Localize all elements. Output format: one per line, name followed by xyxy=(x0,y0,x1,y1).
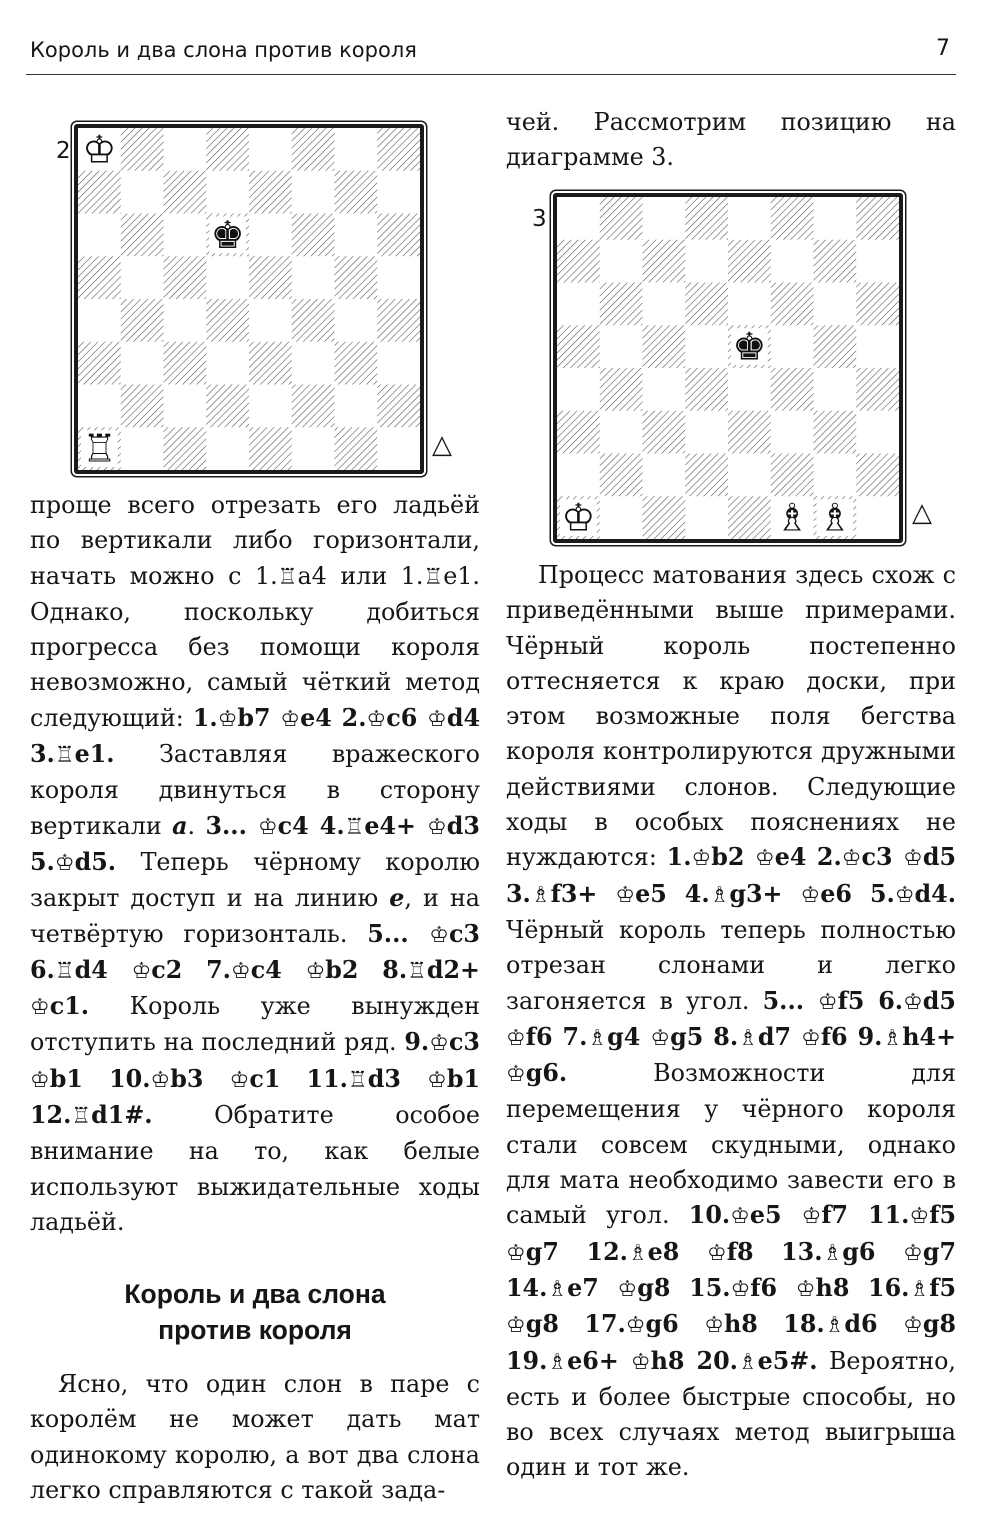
king-icon: ♔ xyxy=(429,1031,449,1057)
rook-icon: ♖ xyxy=(423,564,444,590)
dark-square xyxy=(249,256,292,299)
king-icon: ♔ xyxy=(903,989,923,1015)
dark-square xyxy=(557,411,600,454)
king-icon: ♔ xyxy=(305,958,326,984)
paragraph: проще всего отрезать его ладьёй по вертикали либо горизонтали, начать можно с 1.♖a4 или 1.♖e1. Однако, поскольку добиться прогресса без помощи короля невозможно, самый чёткий метод следующий: 1.♔b7 ♔e4 2.♔c6 ♔d4 3.♖e1. Заставляя вражеского короля двинуться в сторону вертикали a. 3... ♔c4 4.♖e4+ ♔d3 5.♔d5. Теперь чёрному королю закрыт доступ и на линию e, и на четвёртую горизонталь. 5... ♔c3 6.♖d4 ♔c2 7.♔c4 ♔b2 8.♖d2+ ♔c1. Король уже вынужден отступить на последний ряд. 9.♔c3 ♔b1 10.♔b3 ♔c1 11.♖d3 ♔b1 12.♖d1#. Обратите особое внимание на то, как белые используют выжидательные ходы ладьёй. xyxy=(30,491,481,1236)
dark-square xyxy=(377,214,420,257)
king-icon: ♔ xyxy=(257,814,278,840)
dark-square xyxy=(335,342,378,385)
king-icon: ♔ xyxy=(427,814,447,840)
dark-square xyxy=(600,454,643,497)
dark-square xyxy=(377,299,420,342)
dark-square xyxy=(856,283,899,326)
king-icon: ♔ xyxy=(706,1240,727,1266)
left-column xyxy=(30,488,480,1240)
dark-square xyxy=(771,454,814,497)
diagram-2-number: 2 xyxy=(56,138,71,164)
rook-icon: ♖ xyxy=(54,958,75,984)
diagram-2-board xyxy=(74,124,424,474)
dark-square xyxy=(164,171,207,214)
dark-square xyxy=(292,299,335,342)
dark-square xyxy=(121,385,164,428)
left-column-bottom xyxy=(30,1367,480,1508)
dark-square xyxy=(206,385,249,428)
bishop-icon: ♗ xyxy=(547,1276,568,1302)
king-icon: ♔ xyxy=(615,882,636,908)
king-icon: ♔ xyxy=(54,850,75,876)
dark-square xyxy=(600,283,643,326)
king-icon: ♔ xyxy=(903,846,923,872)
dark-square xyxy=(685,368,728,411)
paragraph: Процесс матования здесь схож с приведёнными выше примерами. Чёрный король постепенно оттесняется к краю доски, при этом возможные поля бегства короля контролируются дружными действиями слонов. Следующие ходы в особых пояснениях не нуждаются: 1.♔b2 ♔e4 2.♔c3 ♔d5 3.♗f3+ ♔e5 4.♗g3+ ♔e6 5.♔d4. Чёрный король теперь полностью отрезан слонами и легко загоняется в угол. 5... ♔f5 6.♔d5 ♔f6 7.♗g4 ♔g5 8.♗d7 ♔f6 9.♗h4+ ♔g6. Возможности для перемещения у чёрного короля стали совсем скудными, однако для мата необходимо завести его в самый угол. 10.♔e5 ♔f7 11.♔f5 ♔g7 12.♗e8 ♔f8 13.♗g6 ♔g7 14.♗e7 ♔g8 15.♔f6 ♔h8 16.♗f5 ♔g8 17.♔g6 ♔h8 18.♗d6 ♔g8 19.♗e6+ ♔h8 20.♗e5#. Вероятно, есть и более быстрые способы, но во всех случаях метод выигрыша один и тот же. xyxy=(506,561,957,1482)
dark-square xyxy=(771,283,814,326)
chess-piece-a1: ♖ xyxy=(82,426,117,470)
chess-piece-f1: ♗ xyxy=(775,495,810,539)
bishop-icon: ♗ xyxy=(627,1240,648,1266)
chess-piece-e5: ♚ xyxy=(732,324,767,369)
dark-square xyxy=(164,256,207,299)
chess-piece-g1: ♗ xyxy=(817,495,852,539)
king-icon: ♔ xyxy=(801,1204,822,1230)
dark-square xyxy=(292,128,335,171)
dark-square xyxy=(728,240,771,283)
white-to-move-icon: △ xyxy=(432,430,452,460)
king-icon: ♔ xyxy=(131,958,152,984)
dark-square xyxy=(164,342,207,385)
section-heading-line: Король и два слона xyxy=(124,1279,386,1309)
bishop-icon: ♗ xyxy=(709,882,730,908)
king-icon: ♔ xyxy=(630,1349,651,1375)
dark-square xyxy=(771,197,814,240)
king-icon: ♔ xyxy=(691,846,712,872)
king-icon: ♔ xyxy=(280,706,301,732)
king-icon: ♔ xyxy=(230,958,251,984)
dark-square xyxy=(335,171,378,214)
dark-square xyxy=(249,171,292,214)
king-icon: ♔ xyxy=(704,1313,724,1339)
dark-square xyxy=(771,368,814,411)
dark-square xyxy=(856,454,899,497)
rook-icon: ♖ xyxy=(71,1104,92,1130)
dark-square xyxy=(121,128,164,171)
king-icon: ♔ xyxy=(795,1276,816,1302)
rook-icon: ♖ xyxy=(347,1067,368,1093)
king-icon: ♔ xyxy=(903,1313,923,1339)
dark-square xyxy=(78,256,121,299)
dark-square xyxy=(643,240,686,283)
dark-square xyxy=(335,256,378,299)
bishop-icon: ♗ xyxy=(547,1349,568,1375)
white-to-move-icon: △ xyxy=(912,498,932,528)
king-icon: ♔ xyxy=(229,1067,250,1093)
right-column-top xyxy=(506,105,956,176)
king-icon: ♔ xyxy=(754,846,775,872)
king-icon: ♔ xyxy=(366,706,387,732)
king-icon: ♔ xyxy=(217,706,238,732)
chess-piece-d6: ♚ xyxy=(210,212,245,257)
king-icon: ♔ xyxy=(894,882,915,908)
dark-square xyxy=(377,385,420,428)
page-number: 7 xyxy=(936,36,950,61)
king-icon: ♔ xyxy=(650,1025,671,1051)
dark-square xyxy=(856,197,899,240)
king-icon: ♔ xyxy=(30,995,50,1021)
dark-square xyxy=(377,128,420,171)
dark-square xyxy=(78,171,121,214)
running-head-title: Король и два слона против короля xyxy=(30,38,417,62)
diagram-3-number: 3 xyxy=(532,206,547,232)
right-column xyxy=(506,558,956,1486)
dark-square xyxy=(557,325,600,368)
king-icon: ♔ xyxy=(506,1240,526,1266)
king-icon: ♔ xyxy=(429,922,449,948)
chess-piece-a1: ♔ xyxy=(561,495,596,539)
king-icon: ♔ xyxy=(506,1025,526,1051)
dark-square xyxy=(249,427,292,470)
king-icon: ♔ xyxy=(730,1204,750,1230)
bishop-icon: ♗ xyxy=(882,1025,903,1051)
dark-square xyxy=(292,385,335,428)
bishop-icon: ♗ xyxy=(530,882,551,908)
dark-square xyxy=(78,342,121,385)
section-heading-line: против короля xyxy=(158,1315,352,1345)
king-icon: ♔ xyxy=(427,706,447,732)
chess-piece-a8: ♔ xyxy=(82,128,117,172)
king-icon: ♔ xyxy=(625,1313,646,1339)
dark-square xyxy=(249,342,292,385)
dark-square xyxy=(685,283,728,326)
dark-square xyxy=(600,197,643,240)
king-icon: ♔ xyxy=(909,1204,930,1230)
king-icon: ♔ xyxy=(427,1067,447,1093)
rook-icon: ♖ xyxy=(54,743,75,769)
bishop-icon: ♗ xyxy=(824,1313,845,1339)
running-head xyxy=(26,34,956,75)
rook-icon: ♖ xyxy=(277,564,298,590)
bishop-icon: ♗ xyxy=(738,1025,758,1051)
bishop-icon: ♗ xyxy=(737,1349,758,1375)
paragraph: Ясно, что один слон в паре с королём не может дать мат одинокому королю, а вот два слона легко справляются с такой зада- xyxy=(30,1370,480,1504)
king-icon: ♔ xyxy=(817,989,838,1015)
king-icon: ♔ xyxy=(506,1313,526,1339)
dark-square xyxy=(643,496,686,539)
dark-square xyxy=(600,368,643,411)
king-icon: ♔ xyxy=(150,1067,171,1093)
dark-square xyxy=(685,454,728,497)
paragraph: чей. Рассмотрим позицию на диаграмме 3. xyxy=(506,108,956,172)
dark-square xyxy=(121,299,164,342)
dark-square xyxy=(557,240,600,283)
king-icon: ♔ xyxy=(800,882,821,908)
dark-square xyxy=(206,299,249,342)
king-icon: ♔ xyxy=(506,1062,526,1088)
king-icon: ♔ xyxy=(801,1025,821,1051)
dark-square xyxy=(814,411,857,454)
bishop-icon: ♗ xyxy=(909,1276,930,1302)
rook-icon: ♖ xyxy=(344,814,365,840)
diagram-3-board xyxy=(553,193,903,543)
king-icon: ♔ xyxy=(30,1067,50,1093)
king-icon: ♔ xyxy=(617,1276,638,1302)
dark-square xyxy=(728,496,771,539)
dark-square xyxy=(643,325,686,368)
dark-square xyxy=(206,128,249,171)
dark-square xyxy=(292,214,335,257)
dark-square xyxy=(335,427,378,470)
dark-square xyxy=(814,240,857,283)
bishop-icon: ♗ xyxy=(822,1240,843,1266)
dark-square xyxy=(685,197,728,240)
dark-square xyxy=(643,411,686,454)
dark-square xyxy=(728,411,771,454)
dark-square xyxy=(121,214,164,257)
king-icon: ♔ xyxy=(903,1240,923,1266)
dark-square xyxy=(164,427,207,470)
section-heading xyxy=(30,1276,480,1348)
king-icon: ♔ xyxy=(841,846,862,872)
king-icon: ♔ xyxy=(730,1276,751,1302)
rook-icon: ♖ xyxy=(407,958,427,984)
dark-square xyxy=(814,325,857,368)
bishop-icon: ♗ xyxy=(587,1025,608,1051)
dark-square xyxy=(856,368,899,411)
